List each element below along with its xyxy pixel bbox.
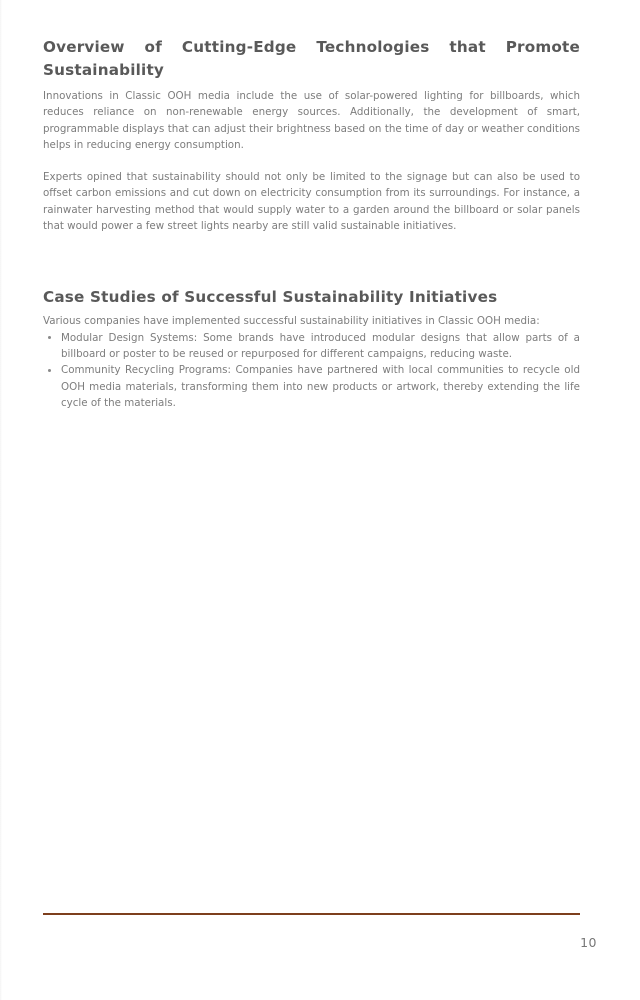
footer-divider — [43, 913, 580, 915]
section-heading-case-studies: Case Studies of Successful Sustainability Initiatives — [43, 288, 498, 307]
paragraph-case-studies-intro: Various companies have implemented successful sustainability initiatives in Classic OOH media: — [43, 315, 540, 328]
bullet-dot-icon — [48, 336, 51, 339]
paragraph-innovations: Innovations in Classic OOH media include the use of solar-powered lighting for billboards, which reduces reliance on non-renewable energy sources. Additionally, the development of smart, programmable displays that can adjust their brightness based on the time of day or weather conditions helps in reducing energy consumption. — [43, 90, 580, 151]
bullet-dot-icon — [48, 369, 51, 372]
spacer — [43, 234, 580, 286]
list-item-label: Community Recycling Programs: Companies have partnered with local communities to recycle old OOH media materials, transforming them into new products or artwork, thereby extending the life cycle of the materials. — [61, 364, 580, 409]
page-content — [43, 36, 580, 411]
spacer — [43, 153, 580, 169]
list-item — [43, 362, 580, 411]
page-number: 10 — [580, 935, 597, 950]
paragraph-experts-opinion: Experts opined that sustainability should not only be limited to the signage but can also be used to offset carbon emissions and cut down on electricity consumption from its surroundings. For instance, a rainwater harvesting method that would supply water to a garden around the billboard or solar panels that would power a few street lights nearby are still valid sustainable initiatives. — [43, 171, 580, 233]
list-item — [43, 330, 580, 363]
case-studies-bullet-list — [43, 330, 580, 411]
section-heading-overview: Overview of Cutting-Edge Technologies that Promote Sustainability — [43, 38, 580, 79]
list-item-label: Modular Design Systems: Some brands have introduced modular designs that allow parts of a billboard or poster to be reused or repurposed for different campaigns, reducing waste. — [61, 331, 580, 360]
page-left-edge-shade — [0, 0, 2, 1000]
